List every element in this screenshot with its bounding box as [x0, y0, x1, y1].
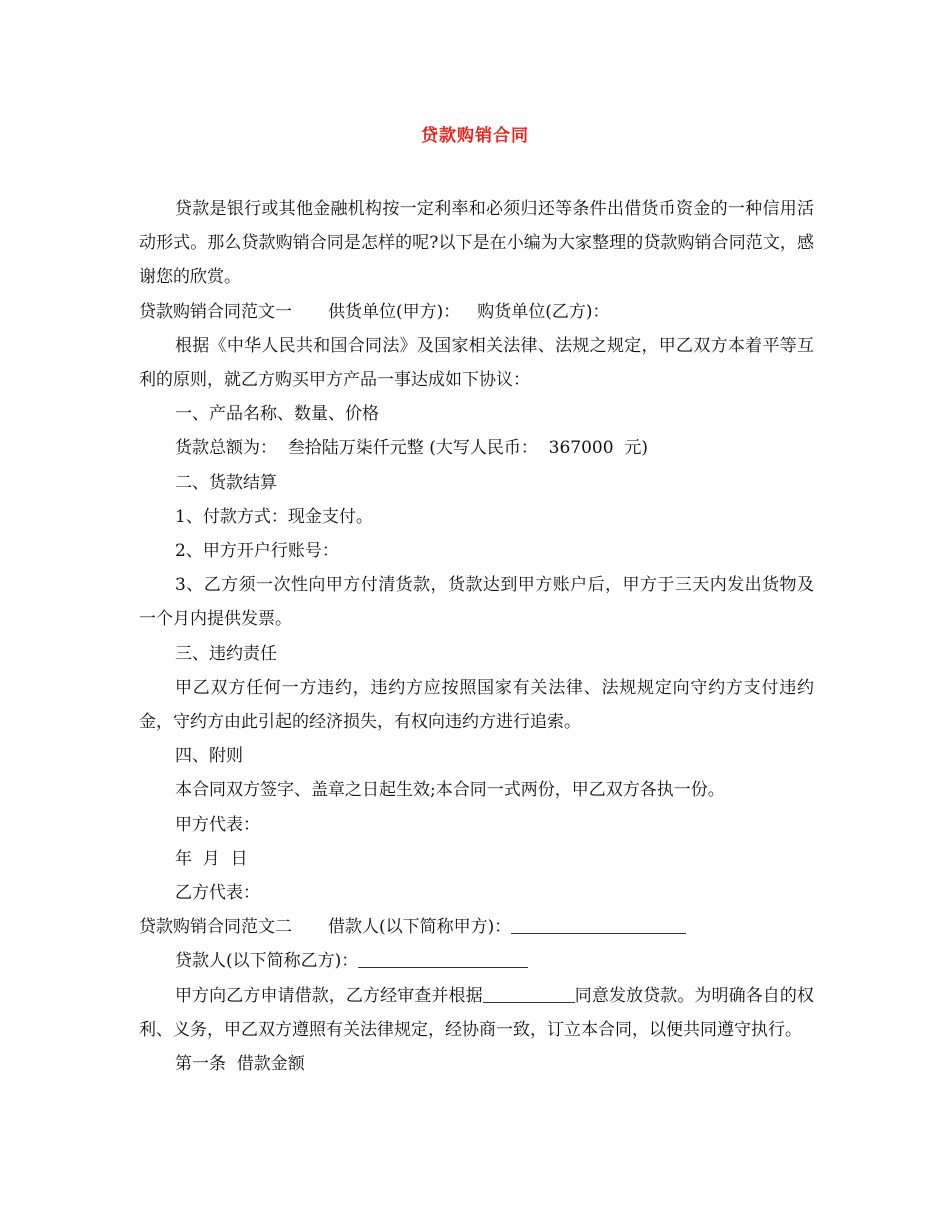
sample1-label: 贷款购销合同范文一	[139, 301, 292, 322]
party-b-representative: 乙方代表：	[175, 883, 260, 904]
apply-paragraph	[139, 979, 814, 1047]
party-a-representative: 甲方代表：	[175, 814, 260, 835]
payment-method-line: 1、付款方式：现金支付。	[175, 506, 373, 527]
supplier-label: 供货单位(甲方)：	[328, 301, 461, 322]
lender-blank	[358, 947, 528, 968]
apply-text-before: 甲方向乙方申请借款，乙方经审查并根据	[175, 985, 483, 1006]
sample2-header-line	[139, 910, 814, 944]
lender-line	[139, 944, 814, 978]
document-body	[139, 192, 814, 1081]
section-3-heading: 三、违约责任	[175, 643, 277, 664]
lender-label: 贷款人(以下简称乙方)：	[175, 951, 359, 972]
section-4-heading: 四、附则	[175, 746, 243, 767]
buyer-label: 购货单位(乙方)：	[477, 301, 610, 322]
intro-paragraph: 贷款是银行或其他金融机构按一定利率和必须归还等条件出借货币资金的一种信用活动形式。那么贷款购销合同是怎样的呢?以下是在小编为大家整理的贷款购销合同范文，感谢您的欣赏。	[139, 199, 814, 288]
section-1-heading: 一、产品名称、数量、价格	[175, 404, 379, 425]
effect-paragraph: 本合同双方签字、盖章之日起生效;本合同一式两份，甲乙双方各执一份。	[175, 780, 725, 801]
apply-text-after: 同意发放贷款。为明确各自的权利、义务，甲乙双方遵照有关法律规定，经协商一致，订立本合同，以便共同遵守执行。	[139, 985, 814, 1040]
sample1-header-line	[139, 295, 814, 329]
document-title: 贷款购销合同	[421, 126, 529, 146]
article-1-heading: 第一条 借款金额	[175, 1054, 305, 1075]
basis-blank	[483, 982, 575, 1003]
date-line: 年 月 日	[175, 848, 248, 869]
payment-terms-paragraph: 3、乙方须一次性向甲方付清货款，货款达到甲方账户后，甲方于三天内发出货物及一个月内提供发票。	[139, 575, 814, 630]
breach-paragraph: 甲乙双方任何一方违约，违约方应按照国家有关法律、法规规定向守约方支付违约金，守约方由此引起的经济损失，有权向违约方进行追索。	[139, 677, 814, 733]
borrower-blank	[511, 913, 686, 934]
sample2-label: 贷款购销合同范文二	[139, 917, 292, 938]
section-2-heading: 二、货款结算	[175, 472, 277, 493]
borrower-label: 借款人(以下简称甲方)：	[328, 917, 512, 938]
basis-paragraph: 根据《中华人民共和国合同法》及国家相关法律、法规之规定，甲乙双方本着平等互利的原则，就乙方购买甲方产品一事达成如下协议：	[139, 335, 814, 391]
total-amount-line: 货款总额为： 叁拾陆万柒仟元整 (大写人民币： 367000 元)	[175, 438, 648, 459]
bank-account-line: 2、甲方开户行账号：	[175, 541, 339, 562]
